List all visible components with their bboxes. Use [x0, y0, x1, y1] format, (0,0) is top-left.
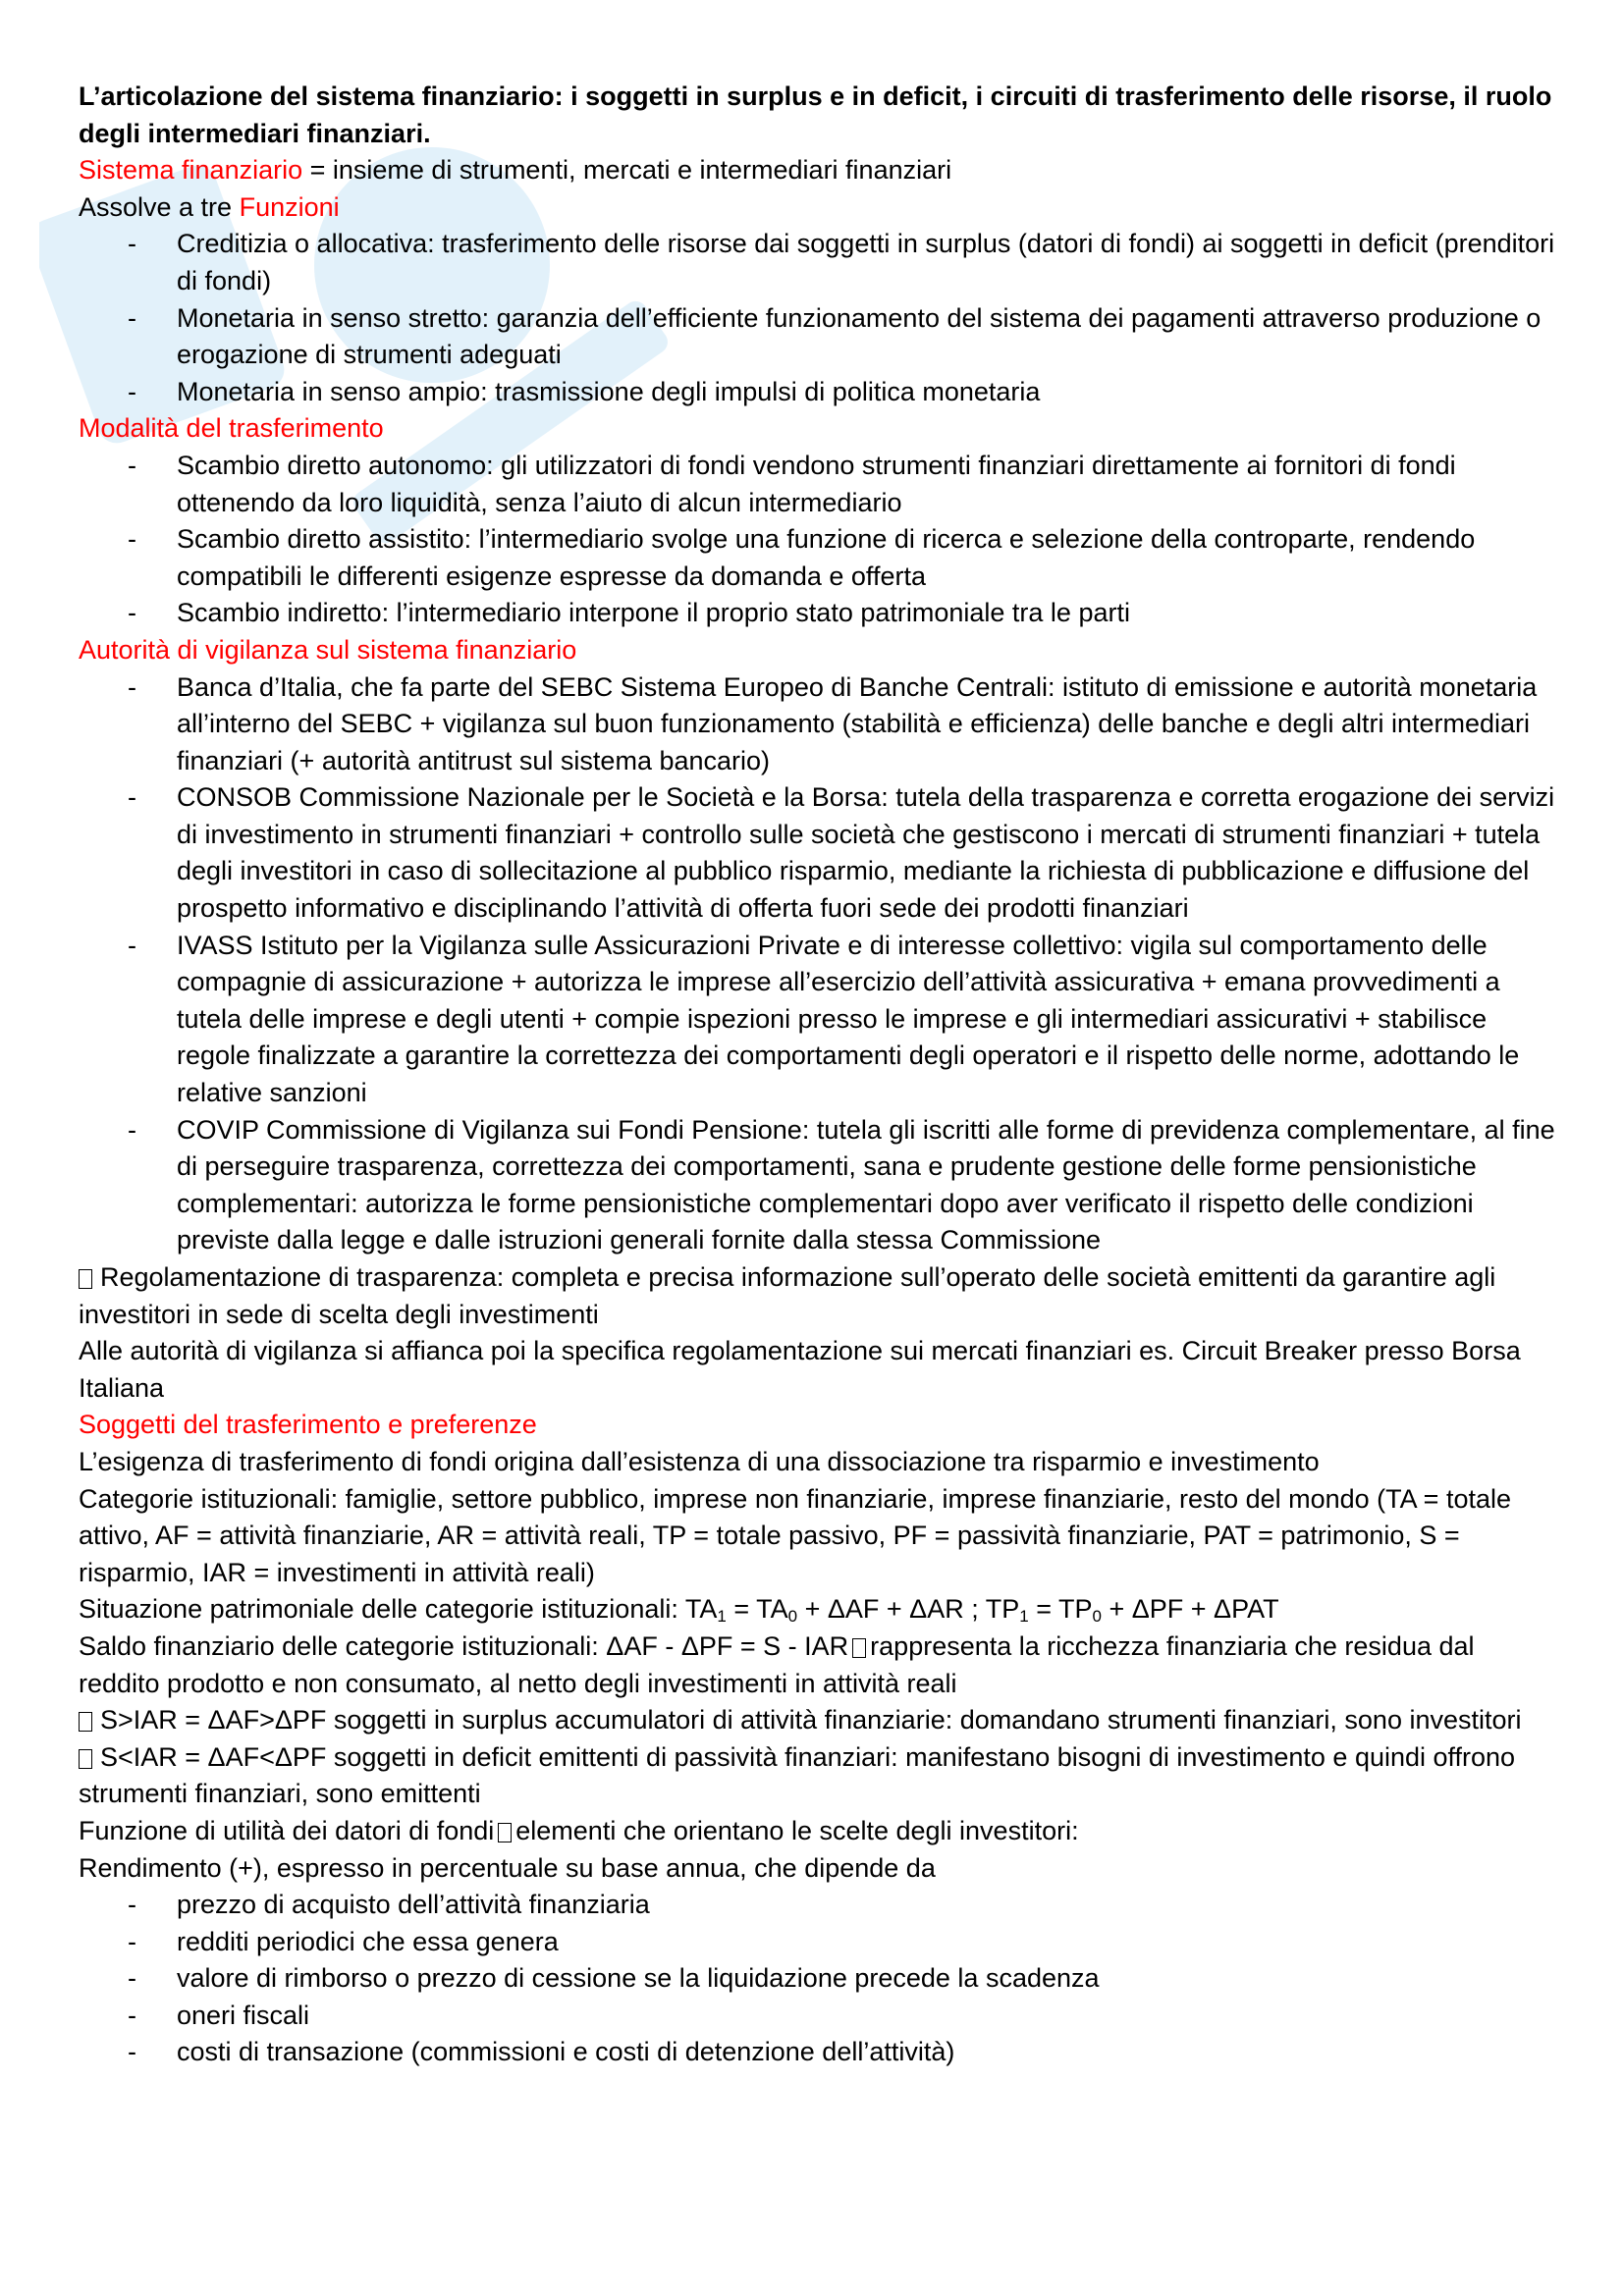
arrow-icon	[79, 1749, 92, 1769]
arrow-icon	[79, 1269, 92, 1289]
surplus-paragraph: S>IAR = ΔAF>ΔPF soggetti in surplus accumulatori di attività finanziarie: domandano strumenti finanziari, sono investitori	[79, 1702, 1561, 1739]
circuit-breaker-paragraph: Alle autorità di vigilanza si affianca poi la specifica regolamentazione sui mercati finanziari es. Circuit Breaker presso Borsa Italiana	[79, 1336, 1521, 1403]
funzioni-list	[79, 226, 1561, 410]
document-title: L’articolazione del sistema finanziario: i soggetti in surplus e in deficit, i circuiti di trasferimento delle risorse, il ruolo degli intermediari finanziari.	[79, 81, 1552, 148]
saldo-paragraph: Saldo finanziario delle categorie istituzionali: ΔAF - ΔPF = S - IAR rappresenta la ricchezza finanziaria che residua dal reddito prodotto e non consumato, al netto degli investimenti in attività reali	[79, 1630, 1475, 1698]
list-item: - COVIP Commissione di Vigilanza sui Fondi Pensione: tutela gli iscritti alle forme di previdenza complementare, al fine di perseguire trasparenza, correttezza dei comportamenti, sana e prudente gestione delle forme pensionistiche complementari: autorizza le forme pensionistiche complementari dopo aver verificato il rispetto delle condizioni previste dalla legge e dalle istruzioni generali fornite dalla stessa Commissione	[128, 1114, 1555, 1255]
term-sistema: Sistema finanziario	[79, 155, 303, 186]
arrow-icon	[498, 1823, 512, 1842]
list-item: - Scambio diretto autonomo: gli utilizzatori di fondi vendono strumenti finanziari direttamente ai fornitori di fondi ottenendo da loro liquidità, senza l’aiuto di alcun intermediario	[128, 450, 1456, 517]
definition-sistema: Sistema finanziario = insieme di strumenti, mercati e intermediari finanziari	[79, 155, 952, 186]
funzione-utilita-paragraph: Funzione di utilità dei datori di fondi elementi che orientano le scelte degli investitori:	[79, 1815, 1079, 1845]
heading-soggetti: Soggetti del trasferimento e preferenze	[79, 1410, 537, 1440]
rendimento-list	[79, 1887, 1561, 2071]
list-item: - costi di transazione (commissioni e costi di detenzione dell’attività)	[128, 2037, 955, 2067]
list-item: - valore di rimborso o prezzo di cessione se la liquidazione precede la scadenza	[128, 1963, 1100, 1994]
deficit-paragraph: S<IAR = ΔAF<ΔPF soggetti in deficit emittenti di passività finanziari: manifestano bisogni di investimento e quindi offrono strumenti finanziari, sono emittenti	[79, 1741, 1516, 1809]
list-item: - IVASS Istituto per la Vigilanza sulle Assicurazioni Private e di interesse collettivo: vigila sul comportamento delle compagnie di assicurazione + autorizza le imprese all’esercizio dell’attività assicurativa + emana provvedimenti a tutela delle imprese e degli utenti + compie ispezioni presso le imprese e gli intermediari assicurativi + stabilisce regole finalizzate a garantire la correttezza dei comportamenti degli operatori e il rispetto delle norme, adottando le relative sanzioni	[128, 930, 1520, 1108]
categorie-paragraph: Categorie istituzionali: famiglie, settore pubblico, imprese non finanziarie, imprese finanziarie, resto del mondo (TA = totale attivo, AF = attività finanziarie, AR = attività reali, TP = totale passivo, PF = passività finanziarie, PAT = patrimonio, S = risparmio, IAR = investimenti in attività reali)	[79, 1483, 1511, 1587]
list-item: - Monetaria in senso ampio: trasmissione degli impulsi di politica monetaria	[128, 376, 1041, 406]
list-item: - Scambio indiretto: l’intermediario interpone il proprio stato patrimoniale tra le parti	[128, 598, 1130, 628]
rendimento-paragraph: Rendimento (+), espresso in percentuale su base annua, che dipende da	[79, 1852, 936, 1883]
regolamentazione-paragraph: Regolamentazione di trasparenza: completa e precisa informazione sull’operato delle società emittenti da garantire agli investitori in sede di scelta degli investimenti	[79, 1262, 1496, 1329]
modalita-list	[79, 448, 1561, 632]
list-item: - Banca d’Italia, che fa parte del SEBC Sistema Europeo di Banche Centrali: istituto di emissione e autorità monetaria all’interno del SEBC + vigilanza sul buon funzionamento (stabilità e efficienza) delle banche e degli altri intermediari finanziari (+ autorità antitrust sul sistema bancario)	[128, 671, 1538, 775]
term-funzioni: Funzioni	[239, 191, 340, 222]
list-item: - Creditizia o allocativa: trasferimento delle risorse dai soggetti in surplus (datori di fondi) ai soggetti in deficit (prenditori di fondi)	[128, 229, 1555, 295]
list-item: - oneri fiscali	[128, 2000, 310, 2030]
esigenza-paragraph: L’esigenza di trasferimento di fondi origina dall’esistenza di una dissociazione tra risparmio e investimento	[79, 1446, 1320, 1476]
list-item: - redditi periodici che essa genera	[128, 1926, 559, 1956]
autorita-list	[79, 669, 1561, 1260]
heading-autorita: Autorità di vigilanza sul sistema finanziario	[79, 634, 577, 665]
list-item: - prezzo di acquisto dell’attività finanziaria	[128, 1890, 650, 1920]
heading-modalita: Modalità del trasferimento	[79, 413, 384, 444]
document-page	[79, 79, 1561, 2071]
funzioni-intro: Assolve a tre Funzioni	[79, 191, 340, 222]
arrow-icon	[852, 1638, 866, 1658]
list-item: - CONSOB Commissione Nazionale per le Società e la Borsa: tutela della trasparenza e corretta erogazione dei servizi di investimento in strumenti finanziari + controllo sulle società che gestiscono i mercati di strumenti finanziari + tutela degli investitori in caso di sollecitazione al pubblico risparmio, mediante la richiesta di pubblicazione e diffusione del prospetto informativo e disciplinando l’attività di offerta fuori sede dei prodotti finanziari	[128, 782, 1555, 924]
list-item: - Scambio diretto assistito: l’intermediario svolge una funzione di ricerca e selezione della controparte, rendendo compatibili le differenti esigenze espresse da domanda e offerta	[128, 524, 1476, 591]
situazione-formula: Situazione patrimoniale delle categorie istituzionali: $TA_1 = TA_0 + \Delta AF + \Delta AR$ ; $TP_1 = TP_0 + \Delta PF + \Delta PAT$	[79, 1594, 1279, 1627]
list-item: - Monetaria in senso stretto: garanzia dell’efficiente funzionamento del sistema dei pagamenti attraverso produzione o erogazione di strumenti adeguati	[128, 302, 1542, 370]
arrow-icon	[79, 1712, 92, 1732]
